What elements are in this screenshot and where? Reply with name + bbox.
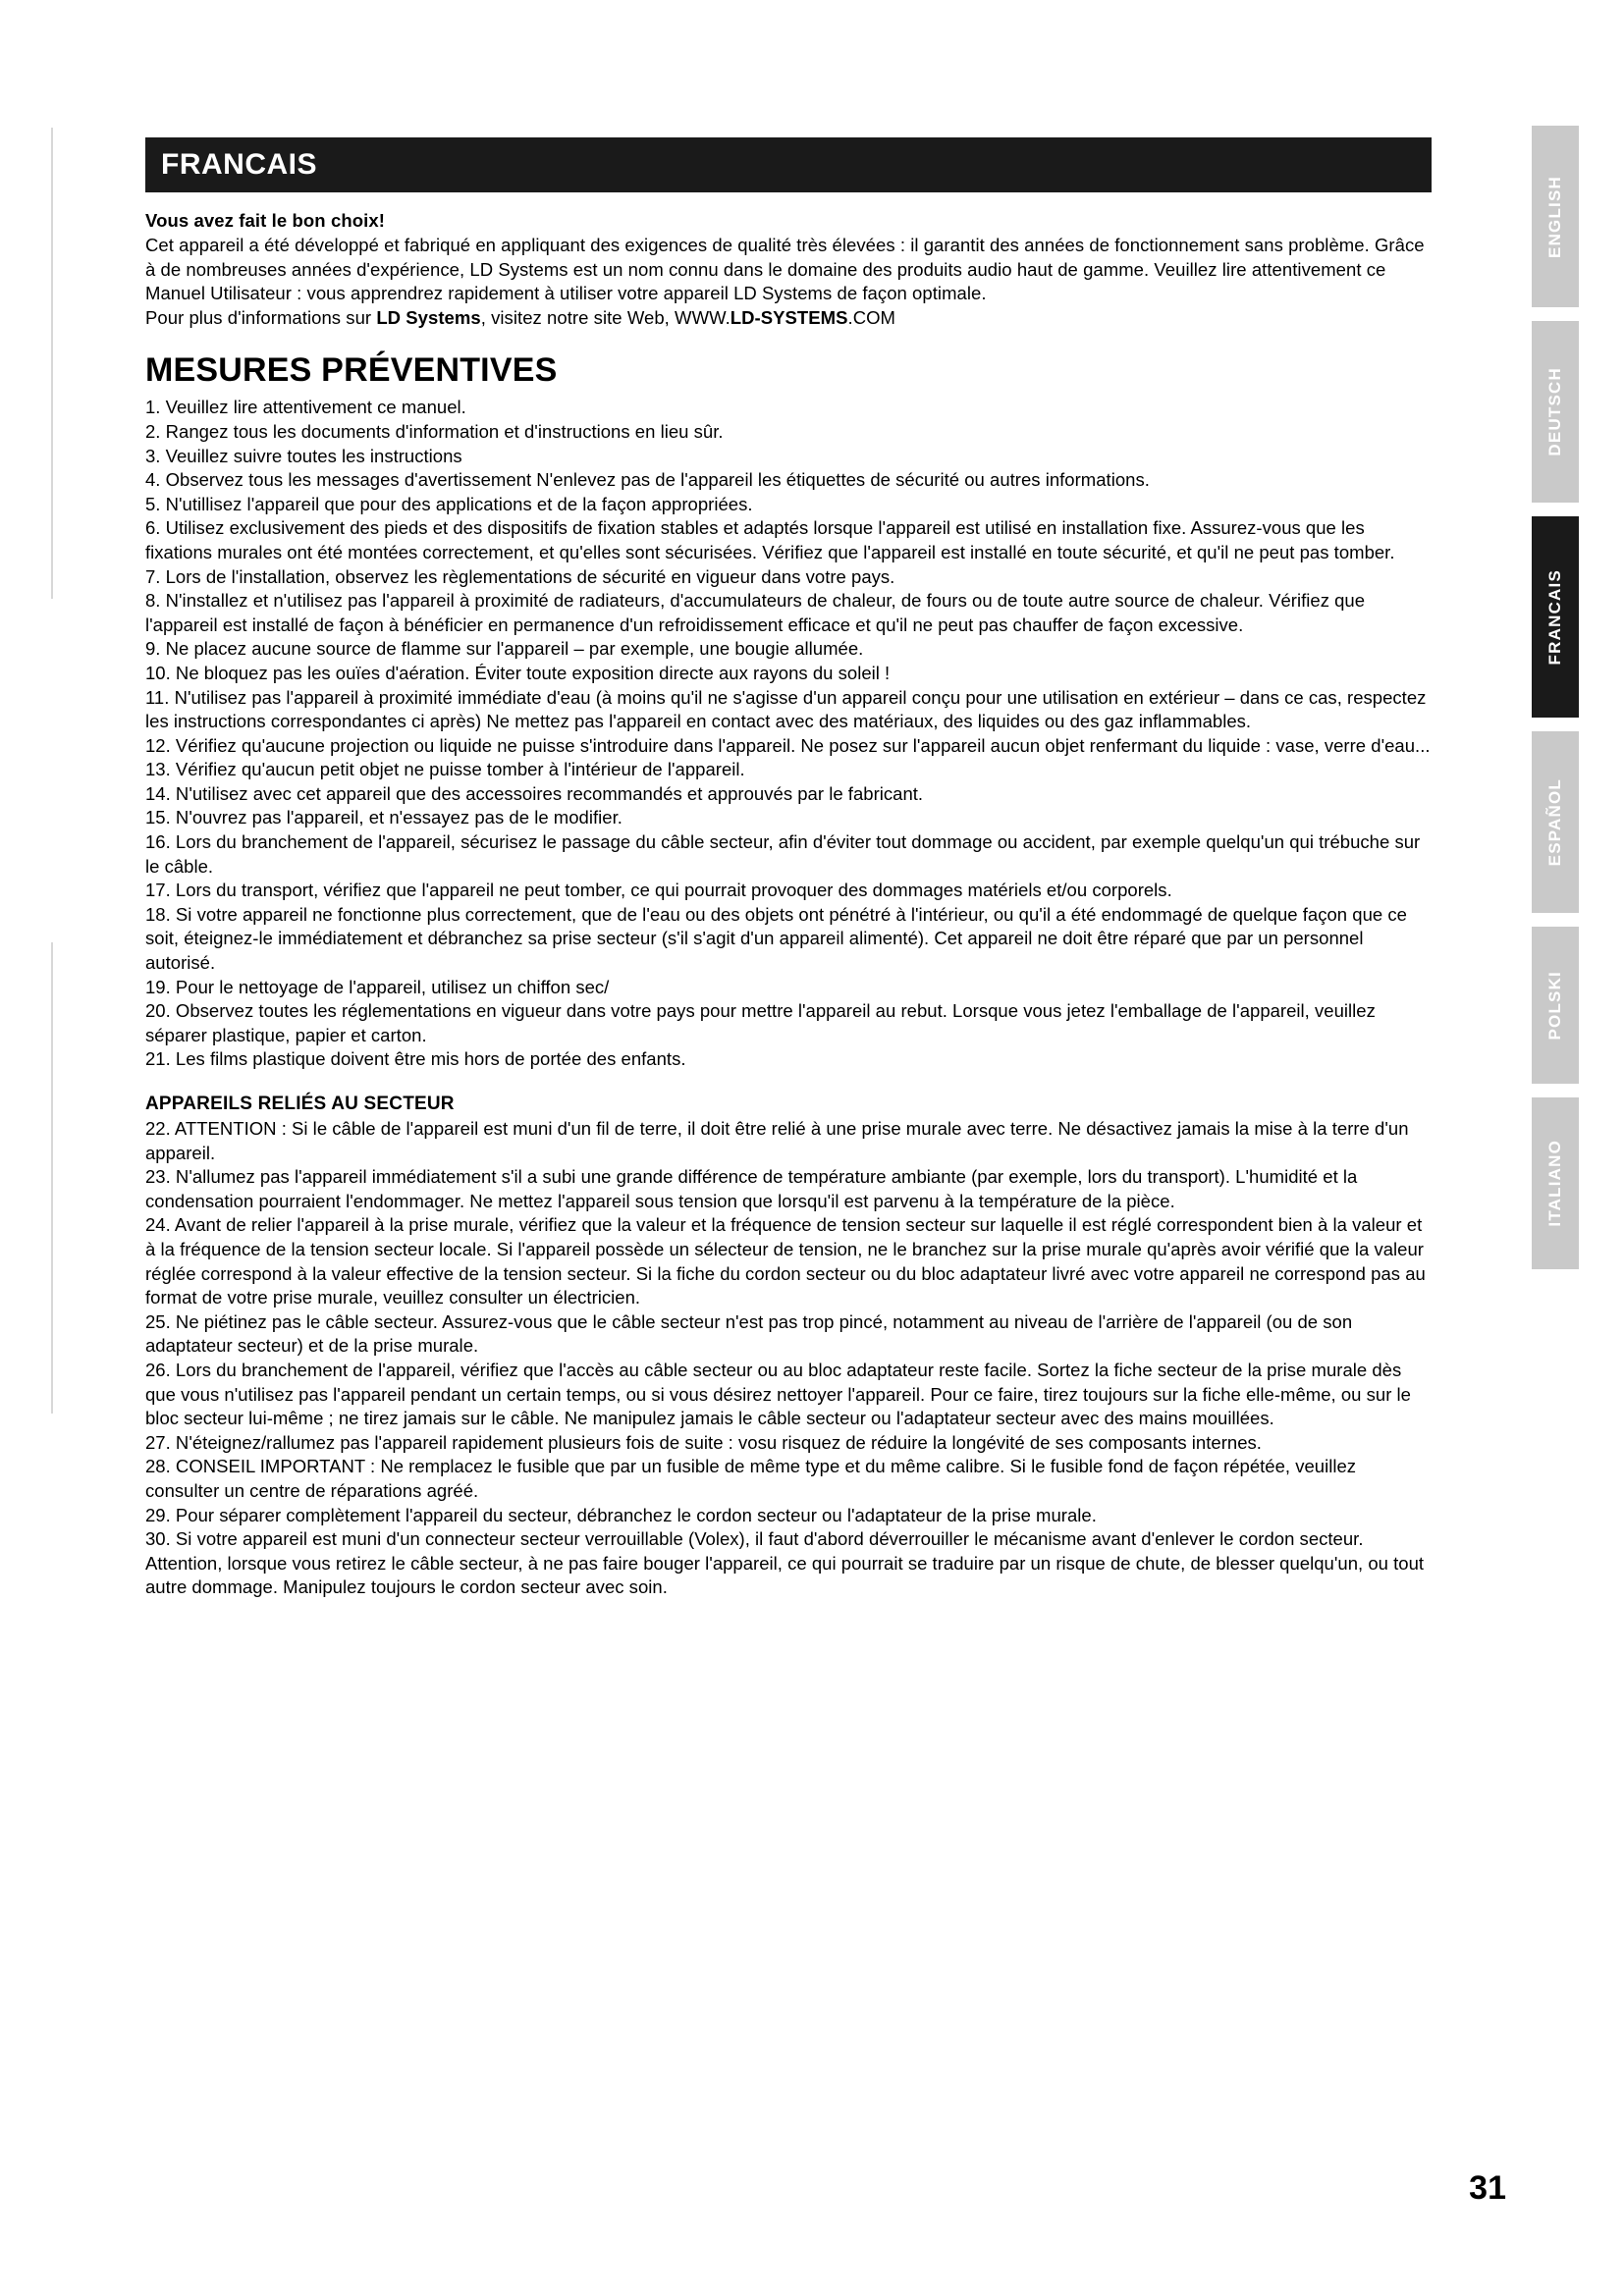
language-tab-italiano-label: ITALIANO [1545,1140,1564,1227]
list-item: 18. Si votre appareil ne fonctionne plus correctement, que de l'eau ou des objets ont pénétré à l'intérieur, ou qu'il a été endommagé de quelque façon que ce soit, éteignez-le immédiatement et débranchez sa prise secteur (s'il s'agit d'un appareil alimenté). Cet appareil ne doit être réparé que par un personnel autorisé. [145,903,1407,974]
list-item: 23. N'allumez pas l'appareil immédiatement s'il a subi une grande différence de température ambiante (par exemple, lors du transport). L'humidité et la condensation pourraient l'endommager. Ne mettez l'appareil sous tension que lorsqu'il est parvenu à la température de la pièce. [145,1166,1358,1211]
list-item: 7. Lors de l'installation, observez les règlementations de sécurité en vigueur dans votre pays. [145,565,895,587]
section-title: FRANCAIS [161,147,317,181]
list-item: 20. Observez toutes les réglementations en vigueur dans votre pays pour mettre l'appareil au rebut. Lorsque vous jetez l'emballage de l'appareil, veuillez séparer plastique, papier et carton. [145,1000,1376,1045]
intro-paragraph-1: Cet appareil a été développé et fabriqué en appliquant des exigences de qualité très élevées : il garantit des années de fonctionnement sans problème. Grâce à de nombreuses années d'expérience, LD Systems est un nom connu dans le domaine des produits audio haut de gamme. Veuillez lire attentivement ce Manuel Utilisateur : vous apprendrez rapidement à utiliser votre appareil LD Systems de façon optimale. [145,235,1425,304]
page-number: 31 [1469,2169,1506,2207]
list-item: 30. Si votre appareil est muni d'un connecteur secteur verrouillable (Volex), il faut d'abord déverrouiller le mécanisme avant d'enlever le cordon secteur. Attention, lorsque vous retirez le câble secteur, à ne pas faire bouger l'appareil, ce qui pourrait se traduire par un risque de chute, de blesser quelqu'un, ou tout autre dommage. Manipulez toujours le cordon secteur avec soin. [145,1528,1425,1598]
language-tab-francais[interactable] [1532,516,1579,718]
list-item: 10. Ne bloquez pas les ouïes d'aération. Éviter toute exposition directe aux rayons du soleil ! [145,662,891,683]
list-item: 1. Veuillez lire attentivement ce manuel. [145,397,466,418]
language-tab-deutsch[interactable] [1532,321,1579,503]
list-item: 17. Lors du transport, vérifiez que l'appareil ne peut tomber, ce qui pourrait provoquer des dommages matériels et/ou corporels. [145,880,1172,901]
intro-paragraph-2-middle: , visitez notre site Web, WWW. [480,306,731,328]
page-content [145,137,1432,1600]
preventive-measures-list [145,396,1432,1072]
website-bold: LD-SYSTEMS [730,306,848,328]
list-item: 29. Pour séparer complètement l'appareil du secteur, débranchez le cordon secteur ou l'adaptateur de la prise murale. [145,1504,1097,1525]
language-tab-polski-label: POLSKI [1545,970,1564,1041]
list-item: 3. Veuillez suivre toutes les instructions [145,445,462,466]
language-tab-francais-label: FRANCAIS [1545,568,1564,666]
language-tab-bar [1532,126,1579,1283]
list-item: 22. ATTENTION : Si le câble de l'appareil est muni d'un fil de terre, il doit être relié à une prise murale avec terre. Ne désactivez jamais la mise à la terre d'un appareil. [145,1118,1409,1163]
list-item: 24. Avant de relier l'appareil à la prise murale, vérifiez que la valeur et la fréquence de tension secteur sur laquelle il est réglé correspondent bien à la valeur et à la fréquence de la tension secteur locale. Si l'appareil possède un sélecteur de tension, ne le branchez sur la prise murale qu'après avoir vérifié que la valeur réglée correspond à la valeur effective de la tension secteur. Si la fiche du cordon secteur ou du bloc adaptateur livré avec votre appareil ne correspond pas au format de votre prise murale, veuillez consulter un électricien. [145,1214,1426,1308]
intro-paragraph-2 [145,306,1432,331]
language-tab-english[interactable] [1532,126,1579,307]
list-item: 25. Ne piétinez pas le câble secteur. Assurez-vous que le câble secteur n'est pas trop pincé, notamment au niveau de l'arrière de l'appareil (ou de son adaptateur secteur) et de la prise murale. [145,1310,1353,1357]
brand-name: LD Systems [376,306,481,328]
list-item: 14. N'utilisez avec cet appareil que des accessoires recommandés et approuvés par le fabricant. [145,782,924,804]
list-item: 21. Les films plastique doivent être mis hors de portée des enfants. [145,1048,686,1070]
list-item: 16. Lors du branchement de l'appareil, sécurisez le passage du câble secteur, afin d'éviter tout dommage ou accident, par exemple quelqu'un qui trébuche sur le câble. [145,831,1421,877]
list-item: 5. N'utillisez l'appareil que pour des applications et de la façon appropriées. [145,493,753,514]
language-tab-espanol-label: ESPAÑOL [1545,777,1564,867]
list-item: 4. Observez tous les messages d'avertissement N'enlevez pas de l'appareil les étiquettes de sécurité ou autres informations. [145,469,1150,491]
intro-paragraph-2-prefix: Pour plus d'informations sur [145,306,377,328]
language-tab-italiano[interactable] [1532,1097,1579,1269]
website-suffix: .COM [847,306,896,328]
list-item: 9. Ne placez aucune source de flamme sur l'appareil – par exemple, une bougie allumée. [145,638,864,660]
mains-powered-list [145,1117,1432,1600]
list-item: 13. Vérifiez qu'aucun petit objet ne puisse tomber à l'intérieur de l'appareil. [145,759,745,780]
mains-section-heading: APPAREILS RELIÉS AU SECTEUR [145,1094,455,1114]
intro-heading: Vous avez fait le bon choix! [145,210,386,231]
crop-mark-bottom [51,942,53,1414]
list-item: 12. Vérifiez qu'aucune projection ou liquide ne puisse s'introduire dans l'appareil. Ne posez sur l'appareil aucun objet renfermant du liquide : vase, verre d'eau... [145,734,1431,756]
language-tab-deutsch-label: DEUTSCH [1545,367,1564,456]
language-tab-english-label: ENGLISH [1545,175,1564,258]
list-item: 8. N'installez et n'utilisez pas l'appareil à proximité de radiateurs, d'accumulateurs de chaleur, de fours ou de toute autre source de chaleur. Vérifiez que l'appareil est installé de façon à bénéficier en permanence d'un refroidissement efficace et qu'il ne peut pas chauffer de façon excessive. [145,590,1366,635]
list-item: 27. N'éteignez/rallumez pas l'appareil rapidement plusieurs fois de suite : vosu risquez de réduire la longévité de ses composants internes. [145,1431,1262,1453]
list-item: 6. Utilisez exclusivement des pieds et des dispositifs de fixation stables et adaptés lorsque l'appareil est utilisé en installation fixe. Assurez-vous que les fixations murales ont été montées correctement, et qu'elles sont sécurisées. Vérifiez que l'appareil est installé en toute sécurité, et qu'il ne peut pas tomber. [145,517,1395,562]
list-item: 15. N'ouvrez pas l'appareil, et n'essayez pas de le modifier. [145,807,623,828]
list-item: 11. N'utilisez pas l'appareil à proximité immédiate d'eau (à moins qu'il ne s'agisse d'un appareil conçu pour une utilisation en extérieur – dans ce cas, respectez les instructions correspondantes ci après) Ne mettez pas l'appareil en contact avec des matériaux, des liquides ou des gaz inflammables. [145,686,1427,732]
language-tab-polski[interactable] [1532,927,1579,1084]
list-item: 19. Pour le nettoyage de l'appareil, utilisez un chiffon sec/ [145,976,610,997]
crop-mark-top [51,128,53,599]
list-item: 2. Rangez tous les documents d'information et d'instructions en lieu sûr. [145,420,724,442]
language-tab-espanol[interactable] [1532,731,1579,913]
list-item: 26. Lors du branchement de l'appareil, vérifiez que l'accès au câble secteur ou au bloc adaptateur reste facile. Sortez la fiche secteur de la prise murale dès que vous n'utilisez pas l'appareil pendant un certain temps, ou si vous désirez nettoyer l'appareil. Pour ce faire, tirez toujours sur la fiche elle-même, ou sur le bloc secteur lui-même ; ne tirez jamais sur le câble. Ne manipulez jamais le câble secteur ou l'adaptateur secteur avec des mains mouillées. [145,1359,1411,1429]
page-title: MESURES PRÉVENTIVES [145,351,558,390]
list-item: 28. CONSEIL IMPORTANT : Ne remplacez le fusible que par un fusible de même type et du même calibre. Si le fusible fond de façon répétée, veuillez consulter un centre de réparations agréé. [145,1456,1357,1501]
section-banner [145,137,1432,192]
